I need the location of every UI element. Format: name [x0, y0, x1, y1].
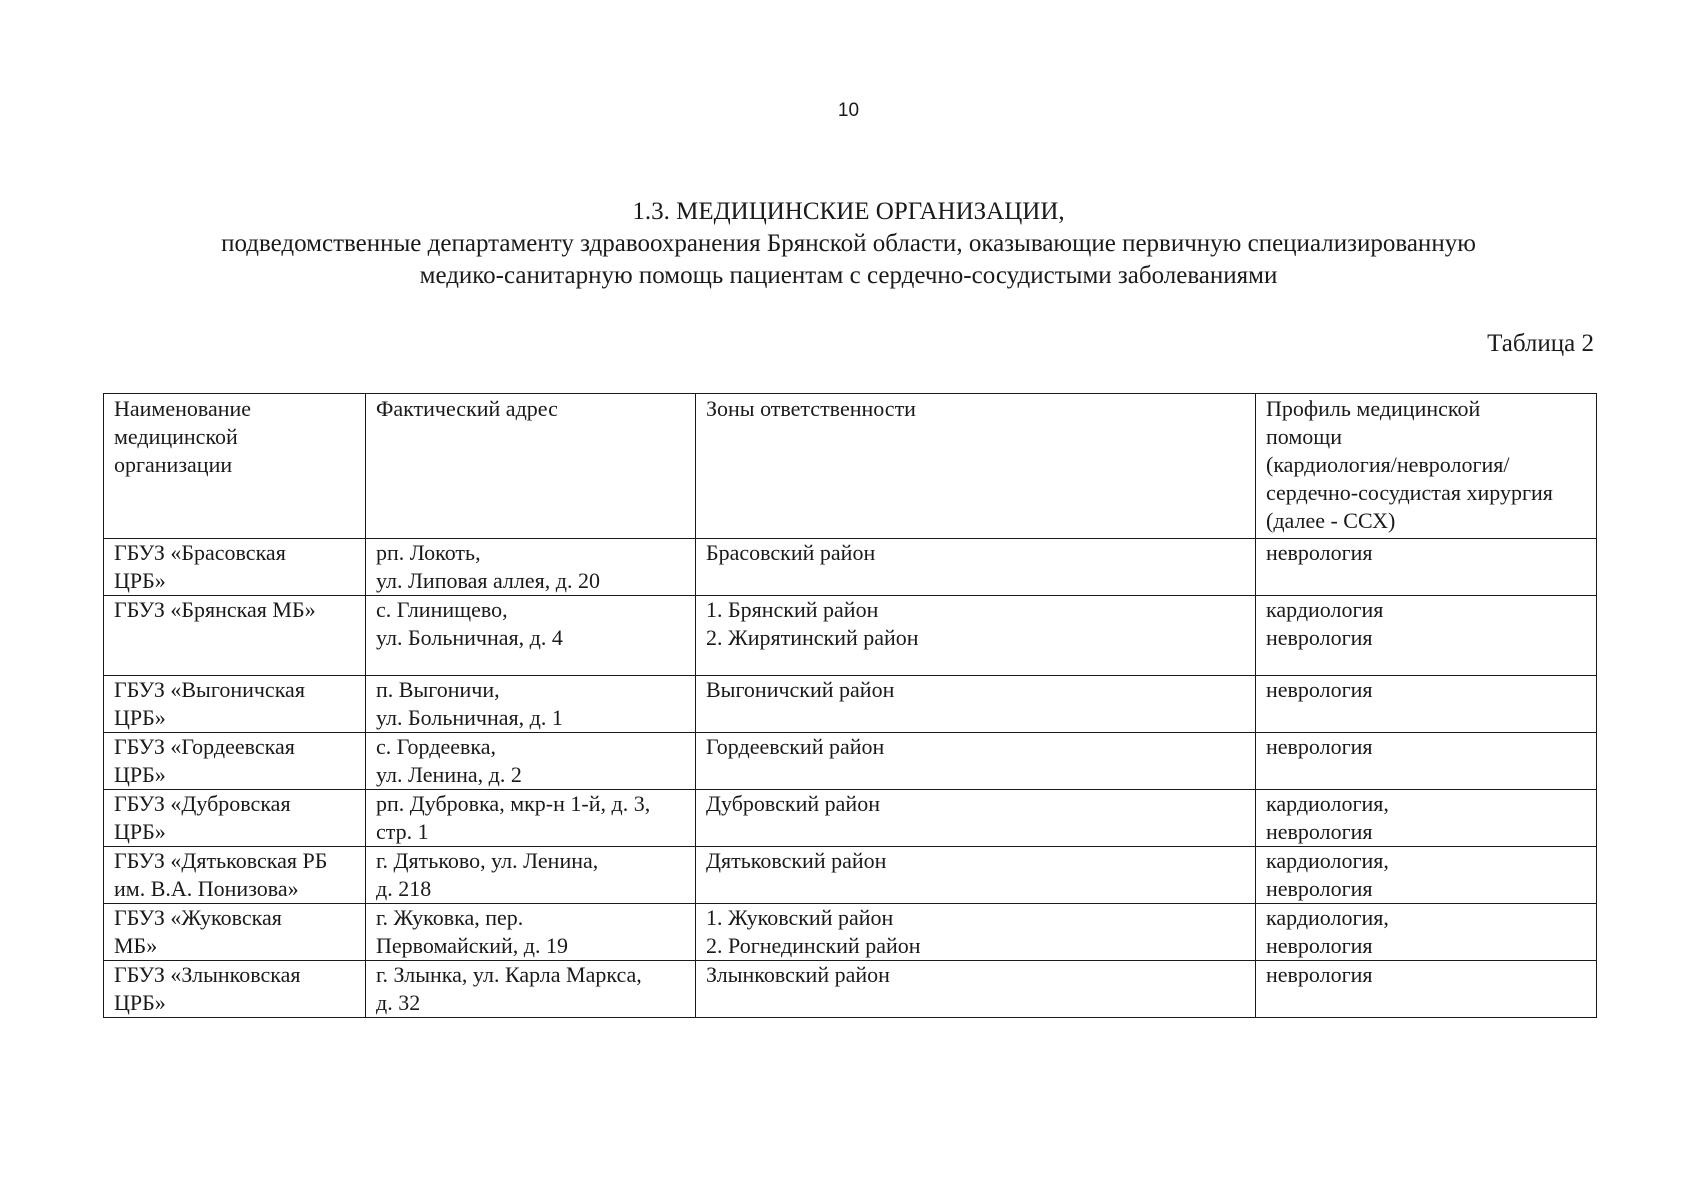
cell-zones: Дубровский район [696, 790, 1256, 847]
cell-zones: 1. Жуковский район 2. Рогнединский район [696, 904, 1256, 961]
heading-title: 1.3. МЕДИЦИНСКИЕ ОРГАНИЗАЦИИ, [632, 198, 1065, 225]
cell-organization-name: ГБУЗ «Дубровская ЦРБ» [104, 790, 366, 847]
cell-address: г. Жуковка, пер. Первомайский, д. 19 [366, 904, 696, 961]
cell-zones: 1. Брянский район 2. Жирятинский район [696, 596, 1256, 676]
cell-organization-name: ГБУЗ «Дятьковская РБ им. В.А. Понизова» [104, 847, 366, 904]
table-row [104, 596, 1597, 676]
cell-address: рп. Локоть, ул. Липовая аллея, д. 20 [366, 539, 696, 596]
table-header-row [104, 394, 1597, 539]
cell-profile: неврология [1256, 961, 1597, 1018]
cell-organization-name: ГБУЗ «Гордеевская ЦРБ» [104, 733, 366, 790]
cell-profile: неврология [1256, 733, 1597, 790]
cell-address: п. Выгоничи, ул. Больничная, д. 1 [366, 676, 696, 733]
cell-organization-name: ГБУЗ «Выгоничская ЦРБ» [104, 676, 366, 733]
cell-address: с. Гордеевка, ул. Ленина, д. 2 [366, 733, 696, 790]
cell-profile: кардиология неврология [1256, 596, 1597, 676]
cell-organization-name: ГБУЗ «Злынковская ЦРБ» [104, 961, 366, 1018]
table-label: Таблица 2 [1487, 330, 1594, 357]
heading-subtitle-line-1: подведомственные департаменту здравоохранения Брянской области, оказывающие первичную специализированную [221, 230, 1476, 257]
cell-address: г. Дятьково, ул. Ленина, д. 218 [366, 847, 696, 904]
cell-profile: неврология [1256, 539, 1597, 596]
table-row [104, 961, 1597, 1018]
table-row [104, 676, 1597, 733]
cell-profile: неврология [1256, 676, 1597, 733]
cell-organization-name: ГБУЗ «Брасовская ЦРБ» [104, 539, 366, 596]
cell-zones: Гордеевский район [696, 733, 1256, 790]
header-responsibility-zones: Зоны ответственности [696, 394, 1256, 539]
cell-address: с. Глинищево, ул. Больничная, д. 4 [366, 596, 696, 676]
table-row [104, 733, 1597, 790]
table-row [104, 790, 1597, 847]
heading-subtitle-line-2: медико-санитарную помощь пациентам с сердечно-сосудистыми заболеваниями [419, 262, 1278, 289]
cell-zones: Выгоничский район [696, 676, 1256, 733]
page-number: 10 [837, 100, 860, 121]
cell-organization-name: ГБУЗ «Жуковская МБ» [104, 904, 366, 961]
cell-profile: кардиология, неврология [1256, 790, 1597, 847]
cell-organization-name: ГБУЗ «Брянская МБ» [104, 596, 366, 676]
cell-address: г. Злынка, ул. Карла Маркса, д. 32 [366, 961, 696, 1018]
cell-address: рп. Дубровка, мкр-н 1-й, д. 3, стр. 1 [366, 790, 696, 847]
table-row [104, 904, 1597, 961]
cell-profile: кардиология, неврология [1256, 904, 1597, 961]
medical-organizations-table [103, 393, 1597, 1018]
header-organization-name: Наименование медицинской организации [104, 394, 366, 539]
cell-zones: Злынковский район [696, 961, 1256, 1018]
header-care-profile: Профиль медицинской помощи (кардиология/неврология/ сердечно-сосудистая хирургия (далее - ССХ) [1256, 394, 1597, 539]
cell-zones: Брасовский район [696, 539, 1256, 596]
cell-profile: кардиология, неврология [1256, 847, 1597, 904]
cell-zones: Дятьковский район [696, 847, 1256, 904]
table-row [104, 539, 1597, 596]
header-actual-address: Фактический адрес [366, 394, 696, 539]
table-row [104, 847, 1597, 904]
document-heading [0, 196, 1697, 292]
